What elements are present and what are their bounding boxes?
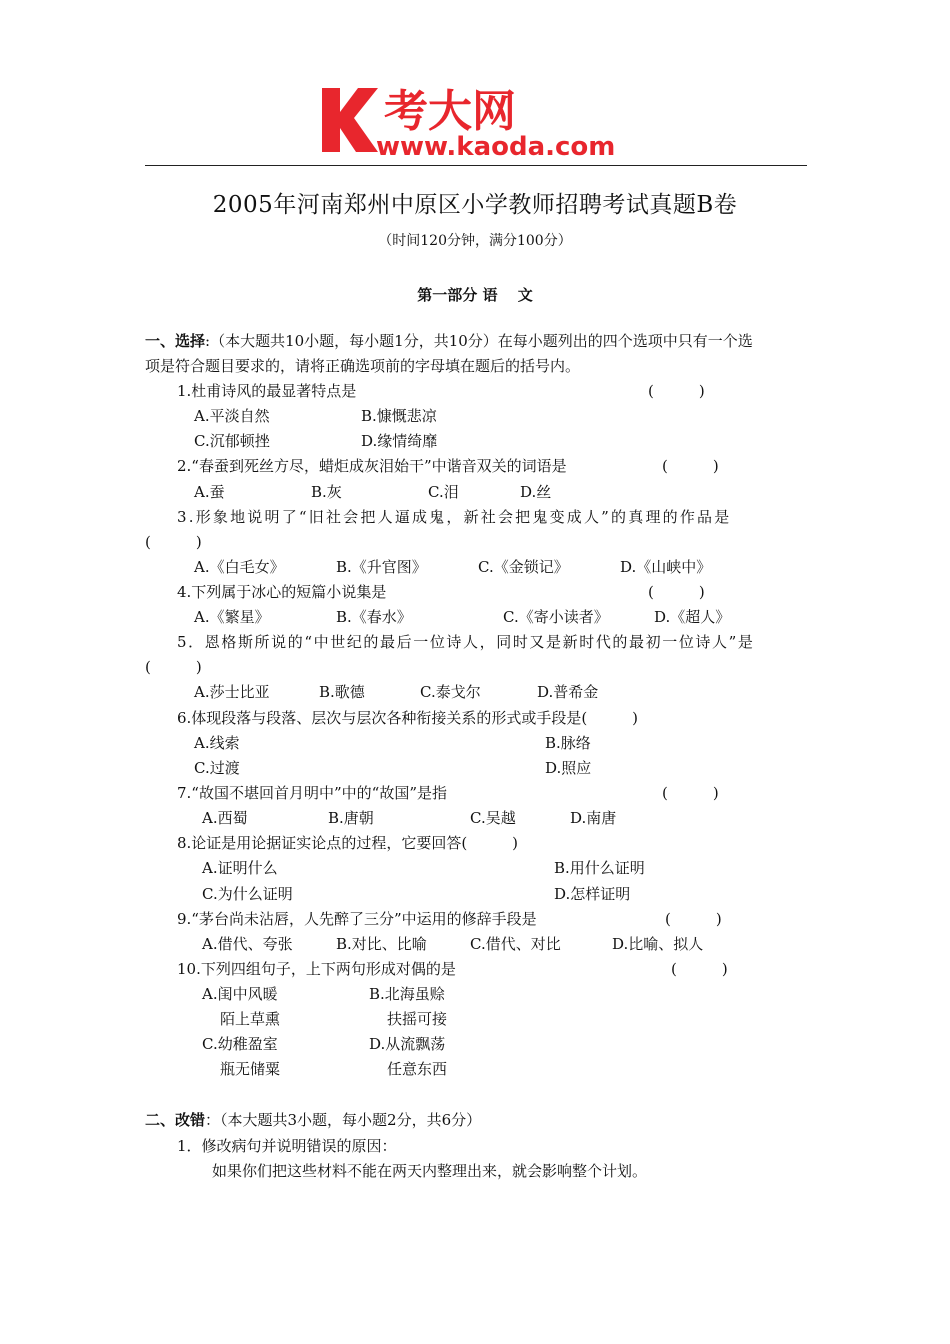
question-7-option-a: A.西蜀: [202, 809, 248, 827]
question-8-option-b: B.用什么证明: [554, 859, 645, 877]
section2-heading: 二、改错: [145, 1111, 206, 1129]
question-5-stem: 5．恩格斯所说的“中世纪的最后一位诗人，同时又是新时代的最初一位诗人”是: [177, 633, 755, 651]
question-10-option-c-line2: 瓶无储粟: [220, 1060, 281, 1078]
section1-intro-text: :（本大题共10小题，每小题1分，共10分）在每小题列出的四个选项中只有一个选: [205, 332, 753, 350]
question-9-option-c: C.借代、对比: [470, 935, 561, 953]
question-6-option-a: A.线索: [194, 734, 240, 752]
question-7-answer-blank[interactable]: ( ): [662, 784, 719, 802]
section2-question-1-sentence: 如果你们把这些材料不能在两天内整理出来，就会影响整个计划。: [212, 1162, 648, 1180]
question-9-option-d: D.比喻、拟人: [612, 935, 704, 953]
question-2-option-c: C.泪: [428, 483, 459, 501]
question-3-option-b: B.《升官图》: [336, 558, 427, 576]
question-1-option-d: D.缘情绮靡: [361, 432, 438, 450]
question-10-answer-blank[interactable]: ( ): [671, 960, 728, 978]
question-6-option-d: D.照应: [545, 759, 592, 777]
question-2-option-d: D.丝: [520, 483, 552, 501]
question-8-option-c: C.为什么证明: [202, 885, 293, 903]
question-4-answer-blank[interactable]: ( ): [648, 583, 705, 601]
question-3-stem: 3.形象地说明了“旧社会把人逼成鬼，新社会把鬼变成人”的真理的作品是: [177, 508, 732, 526]
exam-subtitle: （时间120分钟，满分100分）: [378, 233, 572, 249]
question-4-option-d: D.《超人》: [654, 608, 731, 626]
question-3-option-c: C.《金锁记》: [478, 558, 569, 576]
question-10-option-a-line2: 陌上草熏: [220, 1010, 281, 1028]
question-7-option-b: B.唐朝: [328, 809, 374, 827]
question-1-option-a: A.平淡自然: [194, 407, 270, 425]
question-3-option-d: D.《山峡中》: [620, 558, 712, 576]
question-2-option-a: A.蚕: [194, 483, 225, 501]
part-heading: 第一部分 语 文: [417, 286, 533, 304]
question-2-answer-blank[interactable]: ( ): [662, 457, 719, 475]
section2-intro: [145, 1110, 481, 1130]
question-4-stem: 4.下列属于冰心的短篇小说集是: [177, 583, 387, 601]
question-4-option-c: C.《寄小读者》: [503, 608, 609, 626]
question-1-option-c: C.沉郁顿挫: [194, 432, 270, 450]
question-2-option-b: B.灰: [311, 483, 342, 501]
header-rule: [145, 165, 807, 166]
question-8-option-a: A.证明什么: [202, 859, 278, 877]
question-3-option-a: A.《白毛女》: [194, 558, 285, 576]
kaoda-logo: [316, 82, 646, 160]
question-10-stem: 10.下列四组句子，上下两句形成对偶的是: [177, 960, 456, 978]
question-6-option-c: C.过渡: [194, 759, 240, 777]
question-9-option-a: A.借代、夸张: [202, 935, 293, 953]
section1-intro-line2: 项是符合题目要求的，请将正确选项前的字母填在题后的括号内。: [145, 357, 581, 375]
question-10-option-d-line1: D.从流飘荡: [369, 1035, 446, 1053]
question-1-option-b: B.慷慨悲凉: [361, 407, 437, 425]
logo-brand-text: 考大网: [384, 86, 516, 137]
question-10-option-b-line1: B.北海虽赊: [369, 985, 445, 1003]
question-10-option-c-line1: C.幼稚盈室: [202, 1035, 278, 1053]
question-7-option-d: D.南唐: [570, 809, 617, 827]
exam-title: 2005年河南郑州中原区小学教师招聘考试真题B卷: [212, 192, 738, 218]
question-5-option-a: A.莎士比亚: [194, 683, 270, 701]
question-3-answer-blank[interactable]: ( ): [145, 533, 202, 551]
section2-question-1-stem: 1．修改病句并说明错误的原因：: [177, 1137, 397, 1155]
question-5-option-d: D.普希金: [537, 683, 599, 701]
question-4-option-a: A.《繁星》: [194, 608, 270, 626]
question-10-option-d-line2: 任意东西: [387, 1060, 448, 1078]
question-4-option-b: B.《春水》: [336, 608, 412, 626]
question-1-stem: 1.杜甫诗风的最显著特点是: [177, 382, 357, 400]
question-9-answer-blank[interactable]: ( ): [665, 910, 722, 928]
question-8-option-d: D.怎样证明: [554, 885, 631, 903]
question-10-option-b-line2: 扶摇可接: [387, 1010, 448, 1028]
question-7-stem: 7.“故国不堪回首月明中”中的“故国”是指: [177, 784, 447, 802]
question-9-stem: 9.“茅台尚未沾唇，人先醉了三分”中运用的修辞手段是: [177, 910, 537, 928]
question-10-option-a-line1: A.闺中风暖: [202, 985, 278, 1003]
question-9-option-b: B.对比、比喻: [336, 935, 427, 953]
question-2-stem: 2.“春蚕到死丝方尽，蜡炬成灰泪始干”中谐音双关的词语是: [177, 457, 567, 475]
logo-url-text: www.kaoda.com: [376, 132, 616, 160]
question-8-stem: 8.论证是用论据证实论点的过程，它要回答( ): [177, 834, 519, 852]
section1-heading: 一、选择: [145, 332, 206, 350]
question-5-option-c: C.泰戈尔: [420, 683, 481, 701]
question-7-option-c: C.吴越: [470, 809, 516, 827]
question-5-answer-blank[interactable]: ( ): [145, 658, 202, 676]
question-6-stem: 6.体现段落与段落、层次与层次各种衔接关系的形式或手段是( ): [177, 709, 639, 727]
question-6-option-b: B.脉络: [545, 734, 591, 752]
question-5-option-b: B.歌德: [319, 683, 365, 701]
logo-k-mark: [322, 88, 378, 152]
question-1-answer-blank[interactable]: ( ): [648, 382, 705, 400]
section1-intro-line1: [145, 331, 753, 351]
section2-intro-text: ：（本大题共3小题，每小题2分，共6分）: [205, 1111, 482, 1129]
